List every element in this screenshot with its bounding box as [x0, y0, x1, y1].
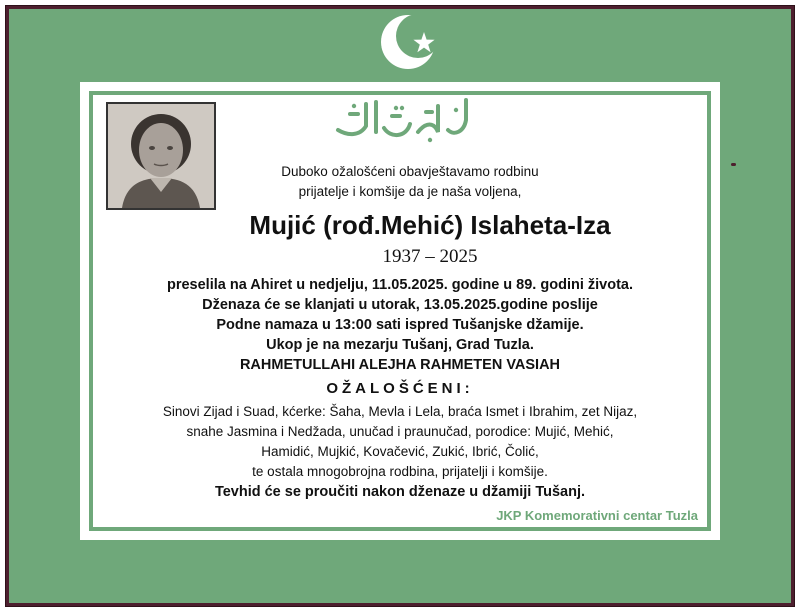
announcement-text [100, 275, 700, 375]
mourners-title: OŽALOŠĆENI: [326, 380, 474, 397]
arabic-calligraphy [330, 92, 475, 144]
intro-text [220, 162, 600, 202]
mourners-list [90, 402, 710, 482]
announcement-line: preselila na Ahiret u nedjelju, 11.05.2025. godine u 89. godini života. [166, 277, 634, 293]
mourners-line: te ostala mnogobrojna rodbina, prijatelji i komšije. [252, 464, 548, 479]
tevhid-note: Tevhid će se proučiti nakon dženaze u džamiji Tušanj. [214, 484, 586, 500]
mourners-line: Sinovi Zijad i Suad, kćerke: Šaha, Mevla i Lela, braća Ismet i Ibrahim, zet Nijaz, [162, 404, 638, 419]
notice-panel [80, 82, 720, 540]
intro-line: Duboko ožalošćeni obavještavamo rodbinu [281, 164, 539, 179]
announcement-line: Podne namaza u 13:00 sati ispred Tušanjske džamije. [216, 317, 584, 333]
crescent-star-icon [378, 10, 442, 74]
deceased-years: 1937 – 2025 [382, 246, 478, 267]
organization-name: JKP Komemorativni centar Tuzla [496, 508, 698, 523]
announcement-line: Dženaza će se klanjati u utorak, 13.05.2025.godine poslije [202, 297, 598, 313]
mourners-line: Hamidić, Mujkić, Kovačević, Zukić, Ibrić, Čolić, [261, 444, 539, 459]
announcement-line: Ukop je na mezarju Tušanj, Grad Tuzla. [266, 337, 534, 353]
deceased-portrait [106, 102, 216, 210]
deceased-name: Mujić (rođ.Mehić) Islaheta-Iza [249, 210, 611, 240]
mourners-line: snahe Jasmina i Nedžada, unučad i praunučad, porodice: Mujić, Mehić, [186, 424, 614, 439]
decorative-mark [731, 163, 736, 166]
prayer-line: RAHMETULLAHI ALEJHA RAHMETEN VASIAH [239, 357, 561, 373]
intro-line: prijatelje i komšije da je naša voljena, [298, 184, 522, 199]
